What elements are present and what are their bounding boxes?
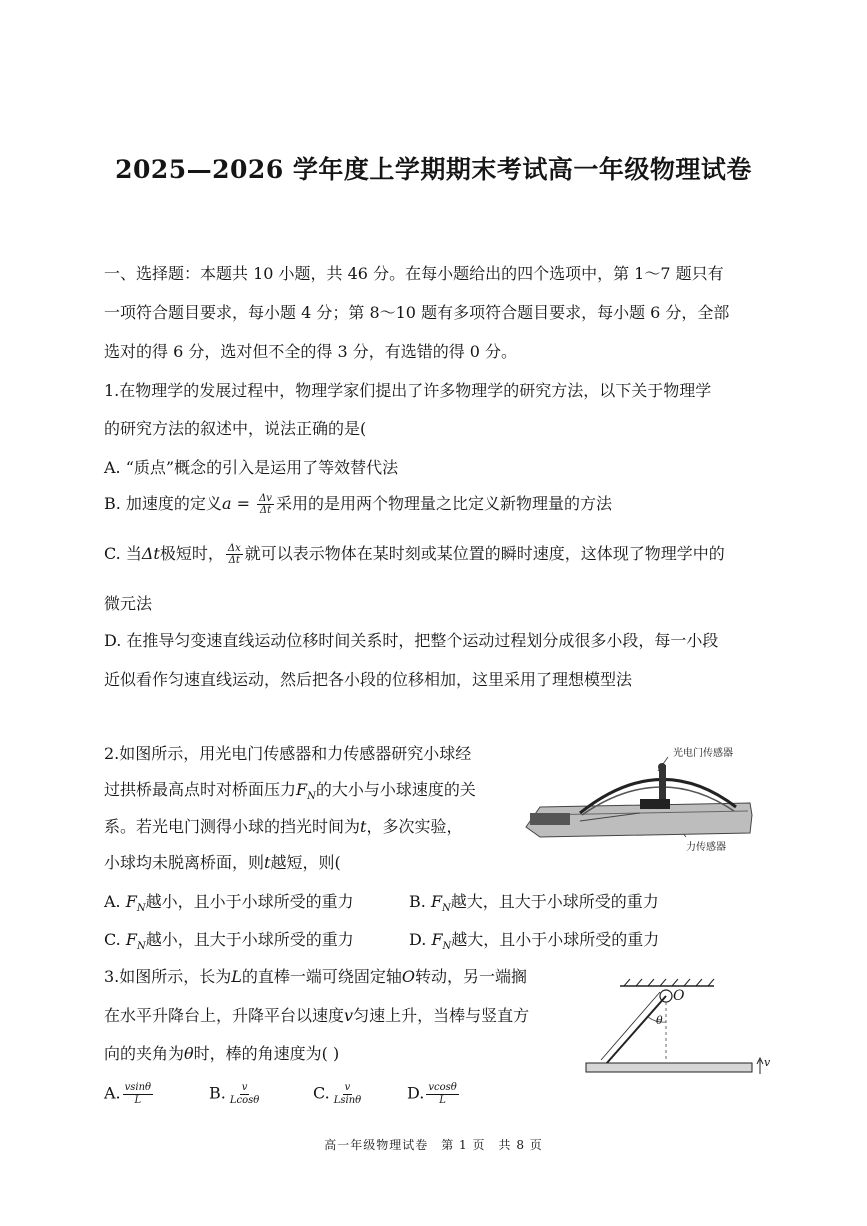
q2-option-b-text: 越大，且大于小球所受的重力: [450, 892, 659, 911]
q3-stem-line-1-suffix: 转动，另一端搁: [415, 967, 528, 986]
q2-option-d: [409, 927, 659, 952]
q2-stem-line-3-prefix: 系。若光电门测得小球的挡光时间为: [104, 817, 361, 836]
page-title: 2025—2026 学年度上学期期末考试高一年级物理试卷: [115, 155, 752, 184]
q2-stem-line-2-var: F: [296, 780, 308, 799]
q3-option-c: [313, 1082, 365, 1106]
q2-figure-label-force-sensor: 力传感器: [686, 842, 726, 853]
q3-option-c-fraction: [332, 1082, 363, 1106]
q2-stem-line-3-var: t: [360, 817, 367, 836]
q3-option-b-label: B.: [209, 1083, 226, 1103]
q3-option-c-numerator: v: [344, 1082, 351, 1093]
q1-option-c-suffix: 就可以表示物体在某时刻或某位置的瞬时速度，这体现了物理学中的: [244, 544, 725, 563]
q1-option-a: A. “质点”概念的引入是运用了等效替代法: [104, 458, 399, 477]
q2-option-a-text: 越小，且小于小球所受的重力: [145, 892, 354, 911]
q2-option-b-sub: N: [442, 903, 451, 915]
q1-option-b-numerator: Δv: [259, 492, 272, 504]
q1-option-b-var-a: a: [221, 494, 232, 513]
q1-option-c-prefix: C. 当: [104, 544, 142, 563]
q2-option-b-var: F: [430, 892, 443, 911]
q3-option-b: [209, 1082, 263, 1106]
q1-option-b-fraction: [257, 493, 274, 517]
q3-option-a: [104, 1082, 155, 1106]
page-footer: 高一年级物理试卷 第 1 页 共 8 页: [324, 1138, 543, 1152]
q3-stem-line-1-prefix: 3.如图所示，长为: [104, 967, 232, 986]
q1-option-b-suffix: 采用的是用两个物理量之比定义新物理量的方法: [275, 494, 612, 513]
q2-option-a-sub: N: [136, 903, 146, 915]
q2-apparatus-figure: [520, 755, 760, 845]
q3-rod: [606, 996, 666, 1064]
q3-option-d-denominator: L: [439, 1094, 446, 1106]
q3-option-d-numerator: vcosθ: [428, 1082, 457, 1093]
q2-option-d-text: 越大，且小于小球所受的重力: [451, 930, 660, 949]
q3-stem-line-2-prefix: 在水平升降台上，升降平台以速度: [104, 1006, 345, 1025]
q3-figure-label-O: O: [673, 988, 685, 1004]
section-instructions-line-3: 选对的得 6 分，选对但不全的得 3 分，有选错的得 0 分。: [104, 342, 518, 361]
q3-stem-line-3: [104, 1041, 339, 1064]
q2-stem-line-2: [104, 777, 476, 802]
q1-stem-line-2: 的研究方法的叙述中，说法正确的是(: [104, 419, 367, 438]
q2-option-c-label: C.: [104, 930, 126, 949]
section-instructions-line-2: 一项符合题目要求，每小题 4 分；第 8～10 题有多项符合题目要求，每小题 6 分，全部: [104, 303, 730, 322]
q3-rod-edge: [601, 992, 660, 1060]
q2-option-d-sub: N: [442, 941, 452, 953]
q2-stem-line-2-sub: N: [307, 791, 316, 803]
q3-option-c-label: C.: [313, 1083, 330, 1103]
q3-option-b-denominator: Lcosθ: [229, 1094, 260, 1106]
q2-stem-line-2-prefix: 过拱桥最高点时对桥面压力: [104, 780, 297, 799]
q2-option-a-label: A.: [104, 892, 126, 911]
q1-option-c-fraction: [226, 543, 243, 567]
q1-option-c-line-2: 微元法: [104, 594, 153, 613]
q2-stem-line-4: [104, 850, 341, 873]
q1-option-d-line-2: 近似看作匀速直线运动，然后把各小段的位移相加，这里采用了理想模型法: [104, 670, 633, 689]
q2-option-c-var: F: [125, 930, 137, 949]
q3-stem-line-1-L: L: [231, 967, 242, 986]
q3-option-d: [407, 1082, 461, 1106]
q2-option-c-sub: N: [136, 941, 146, 953]
q2-launcher: [530, 813, 570, 825]
q3-stem-line-1: [104, 964, 527, 987]
q3-stem-line-2-v: v: [344, 1006, 354, 1025]
q1-option-c-mid: 极短时，: [159, 544, 224, 563]
q3-platform: [586, 1063, 752, 1072]
q3-ceiling: [620, 979, 714, 986]
q3-stem-line-3-prefix: 向的夹角为: [104, 1044, 185, 1063]
q3-option-d-label: D.: [407, 1083, 425, 1103]
q3-option-c-denominator: Lsinθ: [333, 1094, 362, 1106]
q3-option-a-fraction: [123, 1082, 153, 1106]
q3-stem-line-2-suffix: 匀速上升，当棒与竖直方: [353, 1006, 530, 1025]
q2-option-d-label: D.: [409, 930, 432, 949]
q2-stem-line-4-var: t: [264, 853, 271, 872]
q1-option-c-dt: Δt: [141, 544, 160, 563]
q3-stem-line-1-mid: 的直棒一端可绕固定轴: [241, 967, 402, 986]
q3-option-b-fraction: [228, 1082, 261, 1106]
q3-option-d-fraction: [426, 1082, 458, 1106]
q2-option-b-label: B.: [409, 892, 431, 911]
q2-stem-line-4-suffix: 越短，则(: [270, 853, 341, 872]
q1-stem-line-1: 1.在物理学的发展过程中，物理学家们提出了许多物理学的研究方法，以下关于物理学: [104, 381, 712, 400]
q2-option-a: [104, 889, 354, 914]
q1-option-b-equals: =: [231, 494, 256, 513]
q2-option-d-var: F: [431, 930, 443, 949]
q1-option-b: [104, 491, 612, 517]
q2-option-a-var: F: [125, 892, 137, 911]
q3-option-a-denominator: L: [134, 1094, 142, 1106]
section-instructions-line-1: 一、选择题：本题共 10 小题，共 46 分。在每小题给出的四个选项中，第 1～7 题只有: [104, 264, 724, 283]
q1-option-c: [104, 541, 725, 567]
q2-stem-line-4-prefix: 小球均未脱离桥面，则: [104, 853, 265, 872]
q2-force-sensor: [640, 799, 670, 809]
q3-option-a-label: A.: [104, 1083, 121, 1103]
q3-option-a-numerator: vsinθ: [124, 1082, 152, 1093]
q3-figure-label-theta: θ: [656, 1014, 663, 1027]
q3-stem-line-3-theta: θ: [184, 1044, 194, 1063]
q2-stem-line-2-suffix: 的大小与小球速度的关: [315, 780, 476, 799]
q2-option-b: [409, 889, 659, 914]
q3-figure-label-v: v: [764, 1056, 771, 1069]
q2-stem-line-3-suffix: ，多次实验，: [366, 817, 463, 836]
q1-option-d-line-1: D. 在推导匀变速直线运动位移时间关系时，把整个运动过程划分成很多小段，每一小段: [104, 631, 719, 650]
q3-stem-line-1-O: O: [401, 967, 416, 986]
q2-stem-line-3: [104, 814, 462, 837]
q3-stem-line-3-suffix: 时，棒的角速度为( ): [193, 1044, 340, 1063]
q1-option-b-denominator: Δt: [259, 505, 272, 516]
q3-option-b-numerator: v: [241, 1082, 248, 1093]
q2-option-c-text: 越小，且大于小球所受的重力: [145, 930, 354, 949]
q2-option-c: [104, 927, 354, 952]
q3-stem-line-2: [104, 1003, 529, 1026]
q1-option-c-numerator: Δx: [227, 542, 241, 554]
q2-photogate-head: [658, 763, 666, 771]
q2-figure-label-photogate: 光电门传感器: [673, 748, 733, 759]
q1-option-b-prefix: B. 加速度的定义: [104, 494, 222, 513]
q1-option-c-denominator: Δt: [228, 555, 240, 566]
q2-stem-line-1: 2.如图所示，用光电门传感器和力传感器研究小球经: [104, 744, 472, 763]
